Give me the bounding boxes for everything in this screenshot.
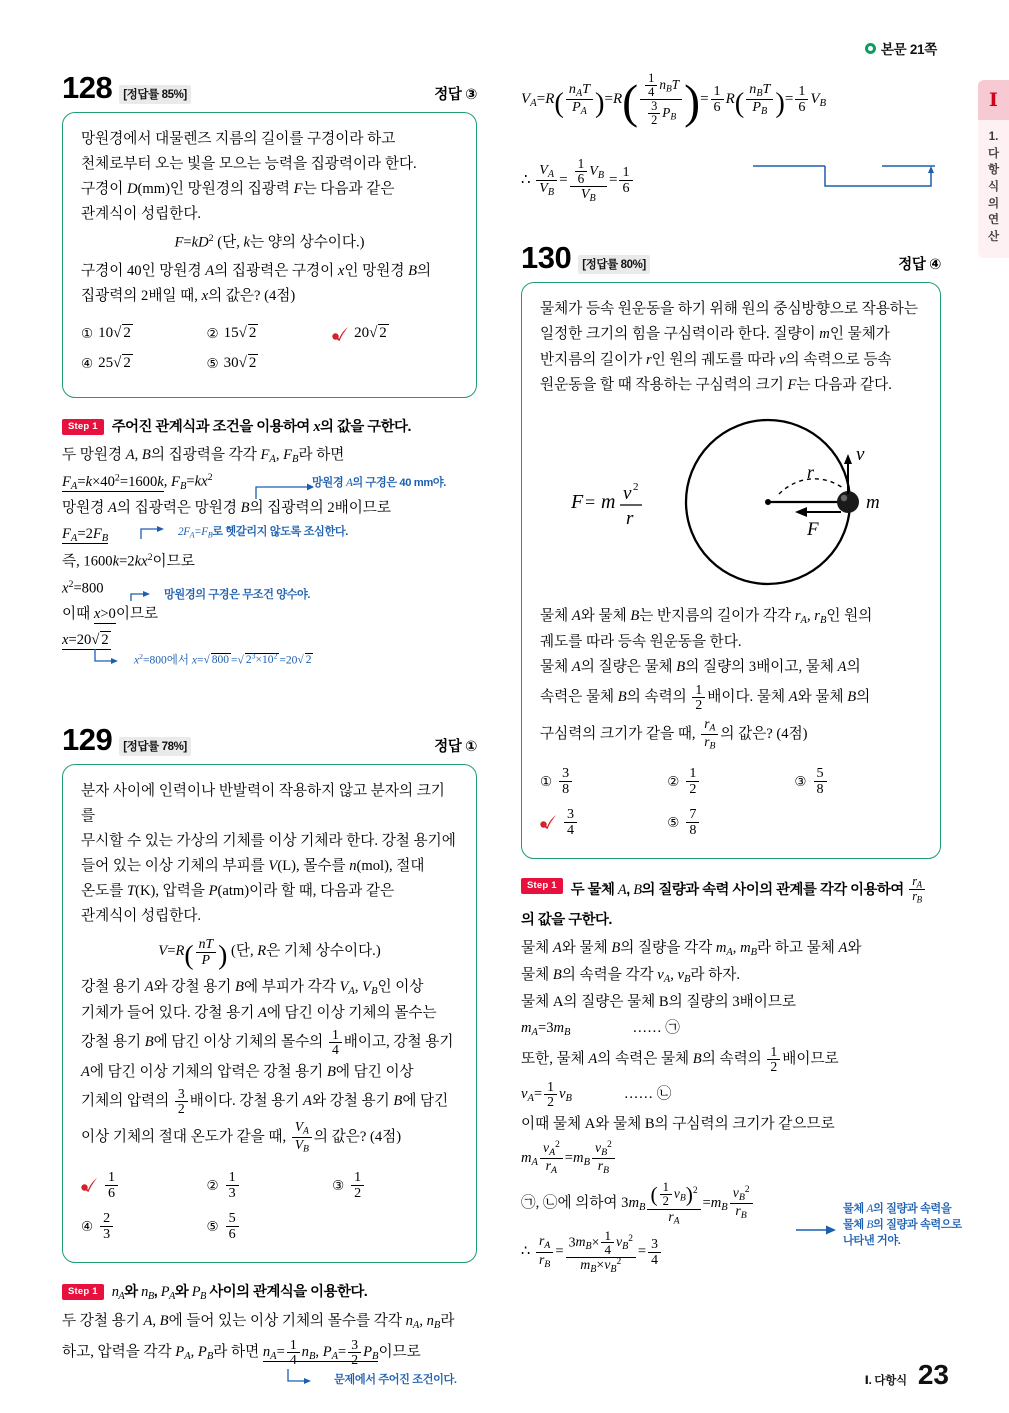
solution-line: 이때 x>0이므로 — [62, 605, 159, 622]
correct-rate-badge: [정답률 78%] — [119, 737, 191, 756]
choice-text: $\frac{1}{6}$ — [103, 1170, 120, 1201]
correct-rate-badge: [정답률 85%] — [119, 85, 191, 104]
svg-text:v: v — [856, 443, 865, 465]
step-text: $n_A$와 $n_B$, $P_A$와 $P_B$ 사이의 관계식을 이용한다. — [111, 1283, 368, 1302]
svg-text:F: F — [571, 490, 584, 513]
solution-line: $m_A$ $\frac{v_A^2}{r_A}$ $=m_B$ $\frac{v_B^2}{r_B}$ — [521, 1138, 941, 1179]
choice-text: $\frac{1}{3}$ — [224, 1170, 241, 1201]
choice-text: 30√ 2 — [223, 354, 257, 371]
choice-marker: ⑤ — [206, 356, 219, 372]
question-formula: V=R( $\frac{nT}{P}$ ) (단, R은 기체 상수이다.) — [158, 936, 381, 972]
choice-text: $\frac{5}{6}$ — [224, 1211, 241, 1242]
step-heading — [521, 875, 941, 906]
choice-item-correct[interactable] — [81, 1170, 207, 1201]
question-line: 온도를 T(K), 압력을 P(atm)이라 할 때, 다음과 같은 — [81, 883, 395, 900]
side-tab-char: 식 — [987, 181, 1000, 194]
problem-header — [62, 72, 477, 104]
footer-page-number: 23 — [917, 1359, 949, 1390]
choice-item[interactable] — [667, 766, 794, 797]
choice-text: 15√ 2 — [223, 325, 257, 342]
choice-marker: ④ — [81, 1218, 94, 1234]
choice-item[interactable] — [81, 1211, 207, 1242]
question-line: 망원경에서 대물렌즈 지름의 길이를 구경이라 하고 — [81, 131, 396, 147]
choice-text: 10√ 2 — [98, 325, 131, 342]
problem-129 — [62, 721, 477, 1386]
side-tab-char: 연 — [987, 214, 1000, 227]
choice-text: 20√ 2 — [354, 325, 387, 342]
choice-item-correct[interactable] — [540, 807, 667, 838]
header-reference — [865, 38, 937, 58]
solution-line: $v_A=$ $\frac{1}{2}$ $v_B$ …… ㉡ — [521, 1078, 672, 1110]
right-column — [521, 71, 962, 1275]
svg-text:F: F — [807, 518, 819, 540]
step-badge: Step 1 — [62, 419, 104, 436]
choice-marker: ⑤ — [206, 1218, 219, 1234]
solution-line: 물체 B의 속력을 각각 $v_A$, $v_B$라 하자. — [521, 966, 740, 985]
solution-body — [62, 443, 477, 667]
solution-line: $m_A=3m_B$ …… ㉠ — [521, 1019, 680, 1038]
question-line: 구경이 40인 망원경 A의 집광력은 구경이 x인 망원경 B의 — [81, 262, 432, 279]
question-line: 분자 사이에 인력이나 반발력이 작용하지 않고 분자의 크기를 — [81, 782, 445, 824]
centripetal-force-diagram — [540, 402, 922, 602]
choice-text: $\frac{1}{2}$ — [349, 1170, 366, 1201]
problem-129-continued — [521, 72, 941, 204]
page-footer — [865, 1359, 949, 1391]
question-line: 구경이 D(mm)인 망원경의 집광력 F는 다음과 같은 — [81, 181, 395, 198]
question-line: 일정한 크기의 힘을 구심력이라 한다. 질량이 m인 물체가 — [540, 326, 890, 343]
correct-answer-check-icon — [81, 1178, 98, 1193]
solution-body — [62, 1309, 477, 1386]
answer-label: 정답 ① — [434, 738, 477, 755]
solution-line: 이때 물체 A와 물체 B의 구심력의 크기가 같으므로 — [521, 1116, 835, 1133]
choice-text: $\frac{3}{4}$ — [562, 807, 579, 838]
question-line: 물체가 등속 원운동을 하기 위해 원의 중심방향으로 작용하는 — [540, 301, 918, 318]
step-badge: Step 1 — [62, 1284, 104, 1301]
svg-text:r: r — [626, 507, 634, 529]
step-text: 두 물체 A, B의 질량과 속력 사이의 관계를 각각 이용하여 $\frac{r_A}{r_B}$ — [571, 875, 927, 906]
choice-item[interactable] — [540, 766, 667, 797]
svg-text:r: r — [807, 461, 815, 482]
choice-item[interactable] — [207, 321, 333, 347]
question-line: A에 담긴 이상 기체의 압력은 강철 용기 B에 담긴 이상 — [81, 1063, 414, 1080]
svg-text:=: = — [585, 491, 596, 512]
side-tab-char: 산 — [987, 231, 1000, 244]
choice-item-correct[interactable] — [332, 321, 458, 347]
solution-line: x=20√ 2 $x^2=800$에서 x=√ 800 =√ $2^3\times 10^2 =20√$ 2 — [62, 628, 477, 654]
chapter-vertical-label — [978, 120, 1009, 258]
choice-list — [81, 321, 458, 377]
problem-number: 128 — [62, 70, 113, 105]
question-line: 구심력의 크기가 같을 때, $\frac{r_A}{r_B}$ 의 값은? (4점) — [540, 716, 808, 752]
choice-marker: ⑤ — [667, 814, 680, 830]
choice-item[interactable] — [332, 1170, 458, 1201]
choice-item[interactable] — [207, 1170, 333, 1201]
choice-text: $\frac{2}{3}$ — [98, 1211, 115, 1242]
choice-item[interactable] — [81, 321, 207, 347]
choice-list — [81, 1170, 458, 1241]
header-reference-text: 본문 21쪽 — [880, 42, 937, 57]
problem-130 — [521, 240, 962, 1275]
choice-row — [540, 766, 922, 797]
solution-line: 즉, $1600k=2kx^2$이므로 — [62, 552, 195, 570]
svg-text:2: 2 — [633, 480, 639, 493]
question-line: 기체의 압력의 $\frac{3}{2}$ 배이다. 강철 용기 A와 강철 용기 B에 담긴 — [81, 1085, 449, 1117]
step-text: 주어진 관계식과 조건을 이용하여 x의 값을 구한다. — [111, 418, 411, 435]
solution-line: 또한, 물체 A의 속력은 물체 B의 속력의 $\frac{1}{2}$ 배이므로 — [521, 1043, 839, 1075]
choice-row — [81, 1170, 458, 1201]
svg-text:m: m — [601, 490, 616, 513]
choice-text: $\frac{1}{2}$ — [684, 766, 701, 797]
question-formula: $F=kD^2$ (단, k는 양의 상수이다.) — [174, 233, 365, 251]
solution-formula: ∴ $\frac{V_A}{V_B}$ = $\frac{1}{6}$ $V_B$ $V_B$ = $\frac{1}{6}$ — [521, 157, 941, 204]
chapter-side-tab — [978, 80, 1009, 258]
solution-line: 하고, 압력을 각각 $P_A$, $P_B$라 하면 $n_A=$ $\frac{1}{4}$ $n_B$, $P_A=$ $\frac{3}{2}$ $P_B$이므로 문제에서 주어진 조건이다. — [62, 1336, 477, 1368]
annotation-connector — [753, 164, 935, 206]
question-line: 물체 A와 물체 B는 반지름의 길이가 각각 $r_A$, $r_B$인 원의 — [540, 607, 873, 626]
question-box — [62, 764, 477, 1263]
question-line: 천체로부터 오는 빛을 모으는 능력을 집광력이라 한다. — [81, 156, 417, 173]
choice-row — [540, 807, 922, 838]
problem-128 — [62, 70, 477, 667]
choice-item[interactable] — [207, 1211, 333, 1242]
choice-marker: ① — [81, 326, 94, 342]
question-line: 속력은 물체 B의 속력의 $\frac{1}{2}$ 배이다. 물체 A와 물체 B의 — [540, 681, 871, 713]
problem-header — [62, 721, 477, 757]
question-line: 관계식이 성립한다. — [81, 908, 202, 925]
solution-line: 망원경 A의 집광력은 망원경 B의 집광력의 2배이므로 — [62, 500, 392, 517]
question-line: 무시할 수 있는 가상의 기체를 이상 기체라 한다. 강철 용기에 — [81, 833, 456, 850]
choice-marker: ③ — [332, 1178, 345, 1194]
choice-row — [81, 351, 458, 377]
left-column — [62, 70, 477, 1386]
question-line: 기체가 들어 있다. 강철 용기 A에 담긴 이상 기체의 몰수는 — [81, 1005, 437, 1022]
solution-formula: $V_A=R$( $\frac{n_AT}{P_A}$ )=R( $\frac{1}{4}$ $n_BT$ $\frac{3}{2}$ $P_B$ )= $\frac{1}{6}$ R( $\frac{n_BT}{P_B}$ )= $\frac{1}{6}$ $V_B$ — [521, 71, 827, 129]
answer-label: 정답 ④ — [898, 257, 941, 274]
choice-text: $\frac{7}{8}$ — [684, 807, 701, 838]
choice-marker: ③ — [794, 774, 807, 790]
correct-answer-check-icon — [332, 327, 349, 342]
question-box — [62, 112, 477, 398]
annotation-note: 망원경의 구경은 무조건 양수야. — [164, 588, 311, 601]
question-line: 반지름의 길이가 r인 원의 궤도를 따라 v의 속력으로 등속 — [540, 351, 892, 368]
problem-number: 130 — [521, 240, 572, 276]
footer-chapter: Ⅰ. 다항식 — [864, 1375, 907, 1387]
solution-line: 물체 A와 물체 B의 질량을 각각 $m_A$, $m_B$라 하고 물체 A와 — [521, 940, 862, 959]
solution-body — [521, 936, 962, 1275]
step-text-continued: 의 값을 구한다. — [521, 912, 612, 929]
solution-line: ㉠, ㉡에 의하여 $3m_B$ ( $\frac{1}{2}$ $v_B)^2$ $r_A$ $=m_B$ $\frac{v_B^2}{r_B}$ 물체 A의 질량과 속력을 물체 B의 질량과 속력으로 나타낸 거야. — [521, 1179, 941, 1229]
annotation-note: 망원경 A의 구경은 40 mm야. — [312, 477, 446, 490]
svg-text:v: v — [623, 482, 632, 504]
choice-item[interactable] — [207, 351, 333, 377]
question-box — [521, 282, 941, 858]
chapter-roman-numeral: Ⅰ — [978, 80, 1009, 120]
solution-line: $x^2=800$ 망원경의 구경은 무조건 양수야. — [62, 576, 477, 602]
correct-answer-check-icon — [540, 815, 557, 830]
choice-marker: ① — [540, 774, 553, 790]
problem-number: 129 — [62, 721, 113, 757]
green-ring-icon — [865, 43, 876, 54]
side-tab-char: 의 — [987, 197, 1000, 210]
choice-marker: ② — [206, 326, 219, 342]
choice-item[interactable] — [81, 351, 207, 377]
question-line: 들어 있는 이상 기체의 부피를 V(L), 몰수를 n(mol), 절대 — [81, 858, 425, 875]
annotation-note: $2F_A=F_B$로 헷갈리지 않도록 조심한다. — [178, 526, 348, 540]
solution-line: 두 망원경 A, B의 집광력을 각각 $F_A$, $F_B$라 하면 — [62, 446, 345, 465]
choice-row — [81, 321, 458, 347]
solution-line: $F_A=2F_B$ $2F_A=F_B$로 헷갈리지 않도록 조심한다. — [62, 526, 348, 545]
choice-marker: ④ — [81, 356, 94, 372]
question-line: 관계식이 성립한다. — [81, 206, 202, 223]
choice-row — [81, 1211, 458, 1242]
question-line: 강철 용기 B에 담긴 이상 기체의 몰수의 $\frac{1}{4}$ 배이고, 강철 용기 — [81, 1027, 454, 1058]
annotation-note: $x^2=800$에서 x=√ 800 =√ $2^3\times 10^2 =20√$ 2 — [134, 651, 312, 667]
annotation-note: 물체 A의 질량과 속력을 물체 B의 질량과 속력으로 나타낸 거야. — [843, 1203, 962, 1248]
step-heading — [62, 1281, 477, 1305]
choice-marker: ② — [206, 1178, 219, 1194]
side-tab-char: 1. — [988, 131, 999, 143]
choice-text: $\frac{3}{8}$ — [557, 766, 574, 797]
solution-line: 두 강철 용기 A, B에 들어 있는 이상 기체의 몰수를 각각 $n_A$, $n_B$라 — [62, 1313, 455, 1332]
choice-marker: ② — [667, 774, 680, 790]
side-tab-char: 항 — [987, 164, 1000, 177]
choice-item[interactable] — [667, 807, 794, 838]
annotation-arrow — [796, 1209, 838, 1259]
side-tab-char: 다 — [987, 147, 1000, 160]
question-line: 이상 기체의 절대 온도가 같을 때, $\frac{V_A}{V_B}$ 의 값은? (4점) — [81, 1118, 402, 1155]
choice-list — [540, 766, 922, 837]
answer-label: 정답 ③ — [434, 87, 477, 103]
step-heading — [62, 416, 477, 439]
solution-line: $F_A=k\times 40^2=1600k$, $F_B=kx^2$ 망원경 A의 구경은 40 mm야. — [62, 469, 477, 496]
solution-line: 물체 A의 질량은 물체 B의 질량의 3배이므로 — [521, 993, 797, 1010]
question-line: 물체 A의 질량은 물체 B의 질량의 3배이고, 물체 A의 — [540, 658, 861, 675]
question-line: 집광력의 2배일 때, x의 값은? (4점) — [81, 288, 296, 305]
correct-rate-badge: [정답률 80%] — [578, 255, 650, 274]
step-badge: Step 1 — [521, 878, 563, 895]
choice-text: $\frac{5}{8}$ — [812, 766, 829, 797]
annotation-note: 문제에서 주어진 조건이다. — [334, 1373, 457, 1386]
svg-text:m: m — [866, 491, 880, 513]
question-line: 강철 용기 A와 강철 용기 B에 부피가 각각 $V_A$, $V_B$인 이상 — [81, 979, 424, 998]
solution-line: ∴ $\frac{r_A}{r_B}$ = $3m_B\times$ $\frac{1}{4}$ $v_B^2$ $m_B\times v_B^2$ = $\frac{3}{4}$ — [521, 1229, 941, 1276]
question-line: 궤도를 따라 등속 원운동을 한다. — [540, 633, 742, 650]
question-line: 원운동을 할 때 작용하는 구심력의 크기 F는 다음과 같다. — [540, 376, 892, 393]
choice-text: 25√ 2 — [98, 354, 131, 371]
problem-header — [521, 242, 941, 274]
choice-item[interactable] — [794, 766, 921, 797]
